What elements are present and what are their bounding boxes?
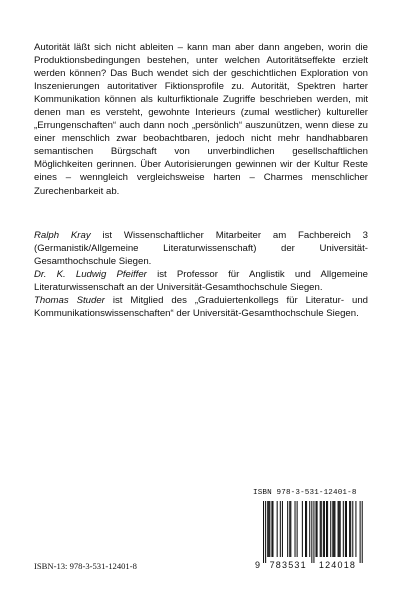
barcode-bar xyxy=(321,501,322,557)
barcode-bar xyxy=(327,501,328,557)
author-bios xyxy=(34,229,368,320)
barcode-bar xyxy=(346,501,347,557)
barcode-bar xyxy=(309,501,310,557)
barcode-bar xyxy=(362,501,363,563)
barcode-bar xyxy=(339,501,340,557)
isbn-13-label: ISBN-13: 978-3-531-12401-8 xyxy=(34,561,137,571)
barcode-bar xyxy=(343,501,344,557)
author-description: ist Wissenschaftlicher Mitarbeiter am Fachbereich 3 (Germanistik/Allgemeine Literaturwissenschaft) der Universität-Gesamthochschule Siegen. xyxy=(34,230,368,268)
barcode-icon xyxy=(253,501,371,571)
barcode-bar xyxy=(280,501,281,557)
barcode-bar xyxy=(316,501,317,557)
barcode-bar xyxy=(282,501,283,557)
barcode-bar xyxy=(302,501,303,557)
author-bio xyxy=(34,268,368,294)
barcode-bar xyxy=(287,501,288,557)
author-name: Ralph Kray xyxy=(34,230,91,241)
barcode-bar xyxy=(306,501,307,557)
author-name: Dr. K. Ludwig Pfeiffer xyxy=(34,269,147,281)
barcode-bar xyxy=(320,501,321,557)
barcode-bar xyxy=(352,501,353,557)
author-description: ist Mitglied des „Graduiertenkollegs für Literatur- und Kommunikationswissenschaften“ der Universität-Gesamthochschule Siegen. xyxy=(34,295,369,320)
barcode-bar xyxy=(313,501,314,563)
ean-barcode-block xyxy=(253,489,371,573)
barcode-bar xyxy=(267,501,268,557)
barcode-bar xyxy=(350,501,351,557)
author-bio xyxy=(34,294,368,320)
barcode-bar xyxy=(305,501,306,557)
barcode-bar xyxy=(265,501,266,563)
barcode-bar xyxy=(271,501,272,557)
barcode-bar xyxy=(338,501,339,557)
barcode-bar xyxy=(333,501,334,557)
barcode-isbn-label: ISBN 978-3-531-12401-8 xyxy=(253,489,357,497)
barcode-bar xyxy=(272,501,273,557)
barcode-bars xyxy=(263,501,363,563)
barcode-bar xyxy=(334,501,335,557)
barcode-bar xyxy=(295,501,296,557)
barcode-bar xyxy=(277,501,278,557)
barcode-bar xyxy=(269,501,270,557)
author-description: ist Professor für Anglistik und Allgemeine Literaturwissenschaft an der Universität-Gesamthochschule Siegen. xyxy=(34,269,368,294)
barcode-bar xyxy=(324,501,325,557)
barcode-bar xyxy=(289,501,290,557)
barcode-bar xyxy=(330,501,331,557)
barcode-bar xyxy=(360,501,361,563)
barcode-bar xyxy=(268,501,269,557)
barcode-digits-left: 783531 xyxy=(269,560,307,570)
barcode-bar xyxy=(263,501,264,563)
barcode-bar xyxy=(323,501,324,557)
author-bio xyxy=(34,229,368,268)
barcode-bar xyxy=(326,501,327,557)
author-name: Thomas Studer xyxy=(34,295,105,307)
barcode-bar xyxy=(349,501,350,557)
barcode-digit-prefix: 9 xyxy=(255,560,261,570)
barcode-bar xyxy=(297,501,298,557)
barcode-bar xyxy=(311,501,312,563)
barcode-bar xyxy=(317,501,318,557)
barcode-bar xyxy=(340,501,341,557)
barcode-digits-right: 124018 xyxy=(318,560,357,570)
blurb-paragraph: Autorität läßt sich nicht ableiten – kann man aber dann angeben, worin die Produktionsbedingungen bestehen, unter welchen Autoritätseffekte erzielt werden können? Das Buch wendet sich der geschichtlichen Exploration von Inszenierungen autoritativer Fiktionsprofile zu. Autorität, Spektren harter Kommunikation können als kulturfiktionale Zugriffe beschrieben werden, mit denen man es versteht, gewohnte Interieurs (zumal westlicher) kultureller „Errungenschaften“ auch dann noch „persönlich“ auszunützen, wenn diese zu einer menschlich zwar beobachtbaren, jedoch nicht mehr handhabbaren semantischen Bürgschaft von unverbindlichen gesellschaftlichen Möglichkeiten gerinnen. Über Autorisierungen gewinnen wir der Kultur Reste eines – wenngleich vergleichsweise harten – Charmes menschlicher Zurechenbarkeit ab. xyxy=(34,42,368,197)
barcode-bar xyxy=(355,501,356,557)
barcode-bar xyxy=(345,501,346,557)
barcode-bar xyxy=(290,501,291,557)
barcode-bar xyxy=(332,501,333,557)
